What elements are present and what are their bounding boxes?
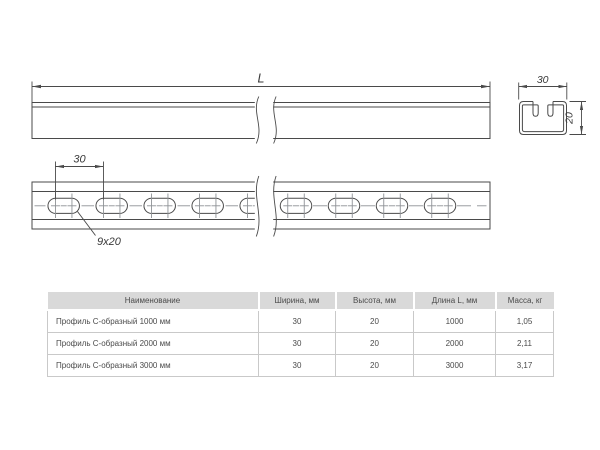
cell-length: 3000: [414, 355, 496, 377]
leader-line: [78, 212, 96, 236]
arrowhead: [559, 85, 567, 88]
section-width-label: 30: [536, 74, 549, 86]
table-row: [48, 355, 554, 377]
cell-name: Профиль С-образный 3000 мм: [48, 355, 259, 377]
cell-height: 20: [336, 310, 414, 333]
spec-table: [47, 292, 554, 377]
cell-length: 2000: [414, 333, 496, 355]
cell-width: 30: [259, 333, 336, 355]
arrowhead: [95, 165, 103, 168]
spacing-label: 30: [73, 153, 86, 166]
arrowhead: [32, 85, 41, 88]
table-row: [48, 333, 554, 355]
cell-name: Профиль С-образный 1000 мм: [48, 310, 259, 333]
cell-height: 20: [336, 355, 414, 377]
cell-name: Профиль С-образный 2000 мм: [48, 333, 259, 355]
section-outer-contour: [520, 102, 567, 135]
break-line: [274, 97, 277, 144]
side-view: [32, 72, 490, 145]
section-inner-contour: [522, 102, 563, 132]
holes-view: [32, 154, 490, 249]
arrowhead: [580, 102, 583, 111]
arrowhead: [481, 85, 490, 88]
length-label: L: [257, 71, 265, 86]
cell-mass: 3,17: [496, 355, 554, 377]
arrowhead: [55, 165, 64, 168]
cell-width: 30: [259, 355, 336, 377]
table-header-row: [48, 292, 554, 310]
cell-length: 1000: [414, 310, 496, 333]
arrowhead: [580, 126, 583, 135]
col-header-height: Высота, мм: [336, 292, 414, 310]
break-line: [274, 176, 277, 237]
arrowhead: [519, 85, 527, 88]
section-height-label: 20: [563, 112, 576, 124]
cell-mass: 2,11: [496, 333, 554, 355]
col-header-name: Наименование: [48, 292, 259, 310]
table-row: [48, 310, 554, 333]
cell-height: 20: [336, 333, 414, 355]
col-header-mass: Масса, кг: [496, 292, 554, 310]
col-header-width: Ширина, мм: [259, 292, 336, 310]
cell-mass: 1,05: [496, 310, 554, 333]
hole-size-label: 9x20: [97, 236, 121, 248]
col-header-length: Длина L, мм: [414, 292, 496, 310]
cell-width: 30: [259, 310, 336, 333]
section-view: [519, 74, 586, 135]
